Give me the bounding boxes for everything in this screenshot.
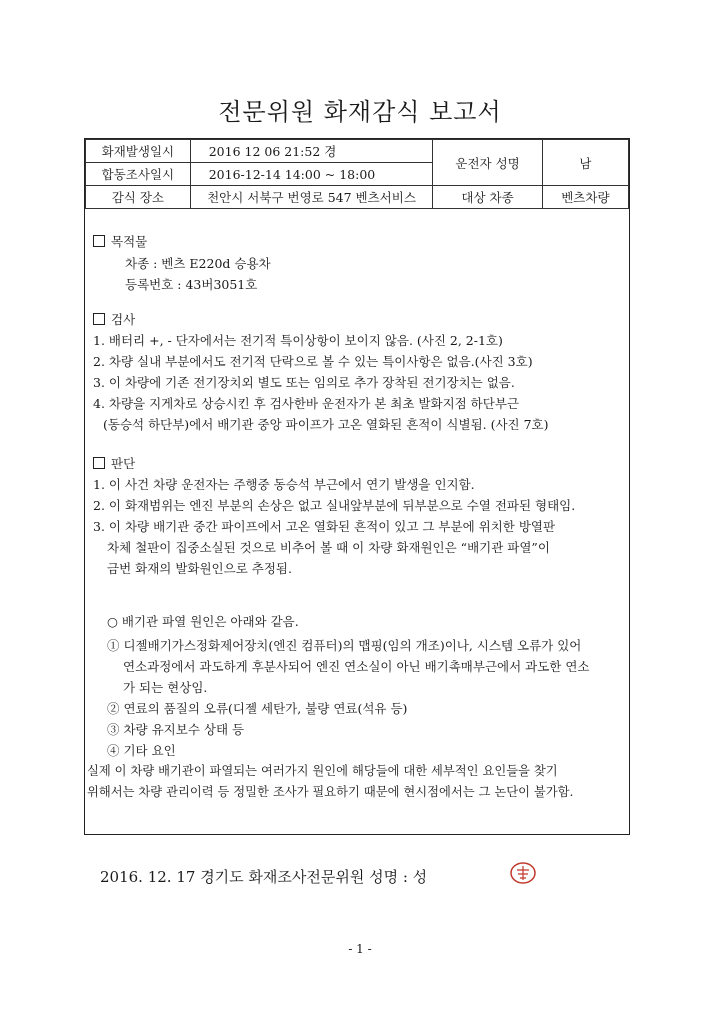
object-line: 차종 : 벤츠 E220d 승용차 bbox=[125, 256, 271, 271]
judgment-line: 3. 이 차량 배기관 중간 파이프에서 고온 열화된 흔적이 있고 그 부분에 위치한 방열판 bbox=[93, 519, 556, 534]
judgment-line: 금번 화재의 발화원인으로 추정됨. bbox=[107, 561, 292, 576]
checkbox-icon bbox=[93, 235, 105, 247]
place-value: 천안시 서북구 번영로 547 벤츠서비스 bbox=[190, 186, 433, 209]
page-number: - 1 - bbox=[348, 942, 372, 956]
cause-line: 연소과정에서 과도하게 후분사되어 엔진 연소실이 아닌 배기촉매부근에서 과도한 연소 bbox=[123, 659, 590, 674]
inspection-line: 2. 차량 실내 부분에서도 전기적 단락으로 볼 수 있는 특이사항은 없음.(사진 3호) bbox=[93, 354, 533, 369]
driver-value: 남 bbox=[542, 140, 628, 186]
causes-heading: ○ 배기관 파열 원인은 아래와 같음. bbox=[107, 614, 299, 629]
report-frame bbox=[84, 138, 630, 835]
inspection-line: 3. 이 차량에 기존 전기장치외 별도 또는 임의로 추가 장착된 전기장치는 없음. bbox=[93, 375, 515, 390]
object-section-heading bbox=[93, 231, 147, 252]
judgment-section-heading bbox=[93, 453, 135, 474]
joint-survey-value: 2016-12-14 14:00 ~ 18:00 bbox=[190, 163, 433, 186]
page-title: 전문위원 화재감식 보고서 bbox=[218, 98, 502, 126]
inspection-line: 1. 배터리 +, - 단자에서는 전기적 특이상항이 보이지 않음. (사진 2, 2-1호) bbox=[93, 333, 503, 348]
cause-line: ② 연료의 품질의 오류(디젤 세탄가, 불량 연료(석유 등) bbox=[107, 701, 408, 716]
place-label: 감식 장소 bbox=[86, 186, 191, 209]
inspection-heading-text: 검사 bbox=[111, 312, 136, 327]
inspection-line: (동승석 하단부)에서 배기관 중앙 파이프가 고온 열화된 흔적이 식별됨. (사진 7호) bbox=[103, 417, 549, 432]
joint-survey-label: 합동조사일시 bbox=[86, 163, 191, 186]
driver-label: 운전자 성명 bbox=[433, 140, 542, 186]
judgment-line: 2. 이 화재범위는 엔진 부분의 손상은 없고 실내앞부분에 뒤부분으로 수열 전파된 형태임. bbox=[93, 498, 576, 513]
cause-line: 가 되는 현상임. bbox=[123, 680, 208, 695]
inspection-line: 4. 차량을 지게차로 상승시킨 후 검사한바 운전자가 본 최초 발화지점 하단부근 bbox=[93, 396, 519, 411]
vehicle-value: 벤츠차량 bbox=[542, 186, 628, 209]
footer-signature-line: 2016. 12. 17 경기도 화재조사전문위원 성명 : 성 bbox=[100, 868, 428, 886]
cause-line: ④ 기타 요인 bbox=[107, 743, 176, 758]
checkbox-icon bbox=[93, 313, 105, 325]
seal-stamp-icon bbox=[508, 860, 538, 886]
cause-line: 위해서는 차량 관리이력 등 정밀한 조사가 필요하기 때문에 현시점에서는 그 논단이 불가함. bbox=[87, 785, 574, 799]
vehicle-label: 대상 차종 bbox=[433, 186, 542, 209]
checkbox-icon bbox=[93, 457, 105, 469]
fire-date-label: 화재발생일시 bbox=[86, 140, 191, 163]
info-table bbox=[85, 139, 629, 209]
cause-line: ① 디젤배기가스정화제어장치(엔진 컴퓨터)의 맵핑(임의 개조)이나, 시스템 오류가 있어 bbox=[107, 638, 582, 653]
cause-line: ③ 차량 유지보수 상태 등 bbox=[107, 722, 245, 737]
cause-line: 실제 이 차량 배기관이 파열되는 여러가지 원인에 해당들에 대한 세부적인 요인들을 찾기 bbox=[87, 764, 558, 778]
judgment-line: 차체 철판이 집중소실된 것으로 비추어 볼 때 이 차량 화재원인은 “배기관 파열”이 bbox=[107, 540, 550, 555]
inspection-section-heading bbox=[93, 309, 135, 330]
judgment-line: 1. 이 사건 차량 운전자는 주행중 동승석 부근에서 연기 발생을 인지함. bbox=[93, 477, 475, 492]
judgment-heading-text: 판단 bbox=[111, 456, 136, 471]
object-line: 등록번호 : 43버3051호 bbox=[125, 277, 258, 292]
object-heading-text: 목적물 bbox=[111, 234, 148, 249]
fire-date-value: 2016 12 06 21:52 경 bbox=[190, 140, 433, 163]
